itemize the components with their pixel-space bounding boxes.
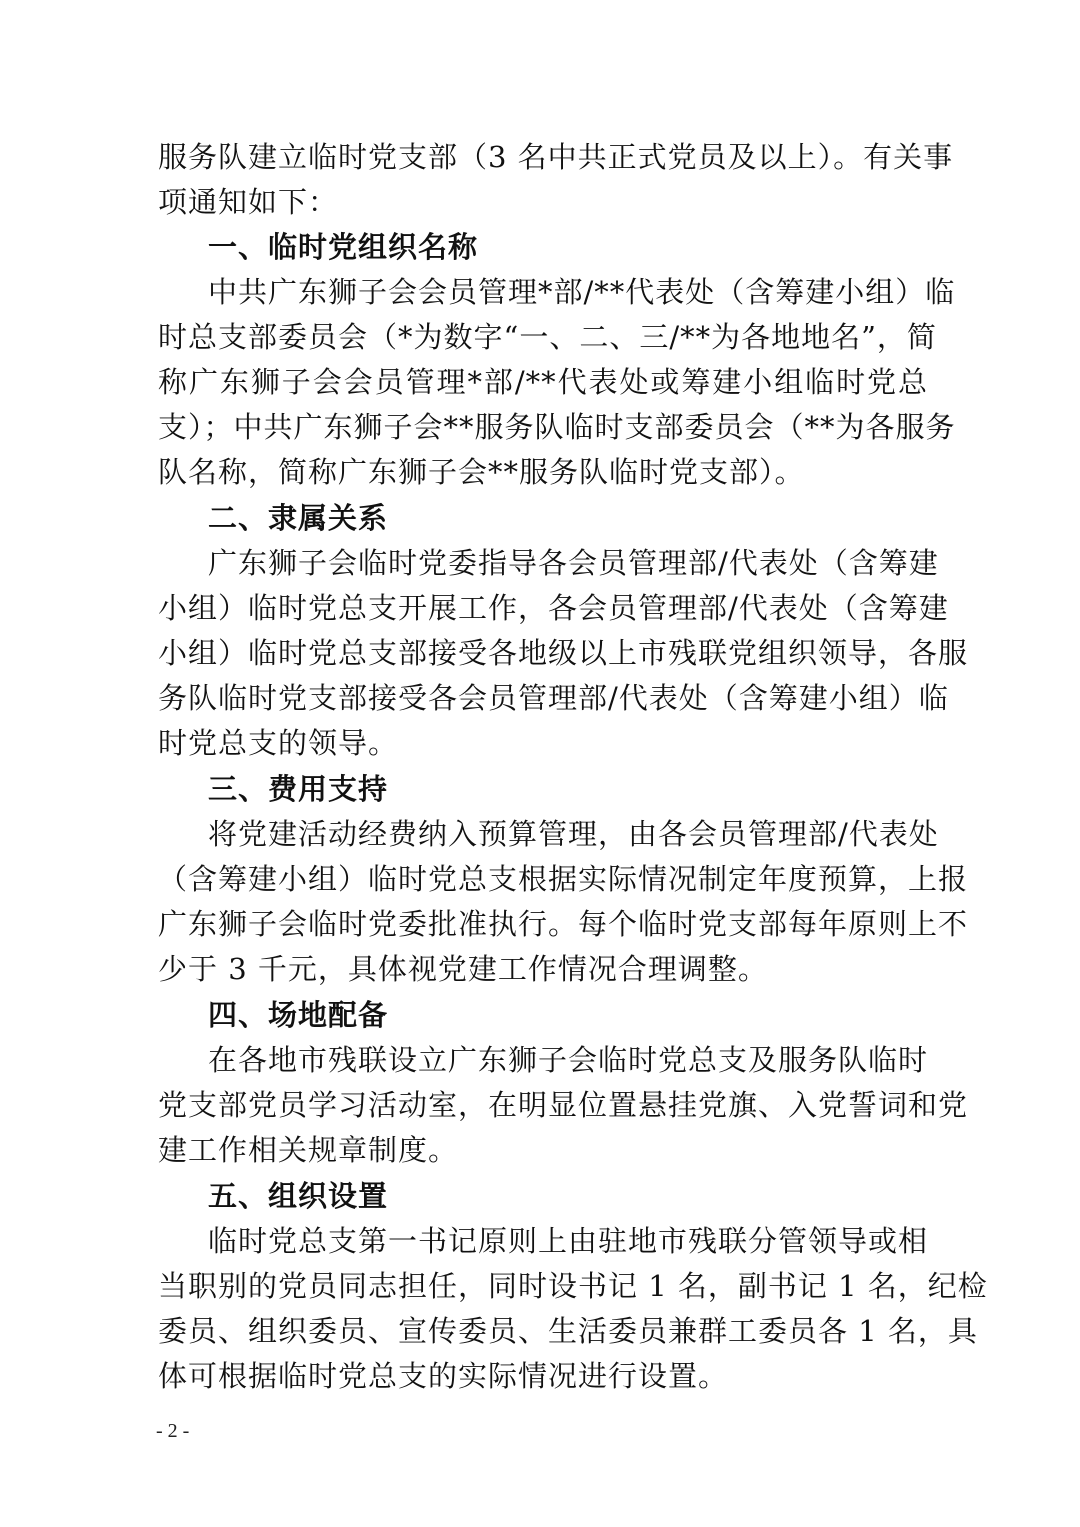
section-1-heading: 一、临时党组织名称 — [208, 230, 479, 264]
section-4-heading: 四、场地配备 — [208, 998, 389, 1032]
section-3-line-2: （含筹建小组）临时党总支根据实际情况制定年度预算，上报 — [158, 862, 969, 896]
section-5-line-1: 临时党总支第一书记原则上由驻地市残联分管领导或相 — [208, 1224, 929, 1258]
section-2-heading: 二、隶属关系 — [208, 501, 389, 535]
section-5-line-3: 委员、组织委员、宣传委员、生活委员兼群工委员各 1 名，具 — [158, 1314, 978, 1348]
section-1-line-4: 支）；中共广东狮子会**服务队临时支部委员会（**为各服务 — [158, 410, 956, 444]
section-5-line-2: 当职别的党员同志担任，同时设书记 1 名，副书记 1 名，纪检 — [158, 1269, 988, 1303]
section-3-line-1: 将党建活动经费纳入预算管理，由各会员管理部/代表处 — [208, 817, 939, 851]
section-4-line-2: 党支部党员学习活动室，在明显位置悬挂党旗、入党誓词和党 — [158, 1088, 969, 1122]
section-1-line-1: 中共广东狮子会会员管理*部/**代表处（含筹建小组）临 — [208, 275, 956, 309]
section-1-line-5: 队名称，简称广东狮子会**服务队临时党支部）。 — [158, 455, 805, 489]
section-5-heading: 五、组织设置 — [208, 1179, 389, 1213]
section-4-line-1: 在各地市残联设立广东狮子会临时党总支及服务队临时 — [208, 1043, 929, 1077]
section-4-line-3: 建工作相关规章制度。 — [158, 1133, 459, 1167]
intro-line-2: 项通知如下： — [158, 185, 339, 219]
section-2-line-3: 小组）临时党总支部接受各地级以上市残联党组织领导，各服 — [158, 636, 969, 670]
section-5-line-4: 体可根据临时党总支的实际情况进行设置。 — [158, 1359, 729, 1393]
section-1-line-3: 称广东狮子会会员管理*部/**代表处或筹建小组临时党总 — [158, 365, 928, 399]
section-3-line-3: 广东狮子会临时党委批准执行。每个临时党支部每年原则上不 — [158, 907, 969, 941]
section-3-line-4: 少于 3 千元，具体视党建工作情况合理调整。 — [158, 952, 768, 986]
section-2-line-4: 务队临时党支部接受各会员管理部/代表处（含筹建小组）临 — [158, 681, 949, 715]
section-1-line-2: 时总支部委员会（*为数字“一、二、三/**为各地地名”，简 — [158, 320, 937, 354]
page-number: - 2 - — [156, 1420, 190, 1442]
section-3-heading: 三、费用支持 — [208, 772, 389, 806]
intro-line-1: 服务队建立临时党支部（3 名中共正式党员及以上）。有关事 — [158, 140, 954, 174]
section-2-line-2: 小组）临时党总支开展工作，各会员管理部/代表处（含筹建 — [158, 591, 949, 625]
section-2-line-5: 时党总支的领导。 — [158, 726, 399, 760]
section-2-line-1: 广东狮子会临时党委指导各会员管理部/代表处（含筹建 — [208, 546, 939, 580]
